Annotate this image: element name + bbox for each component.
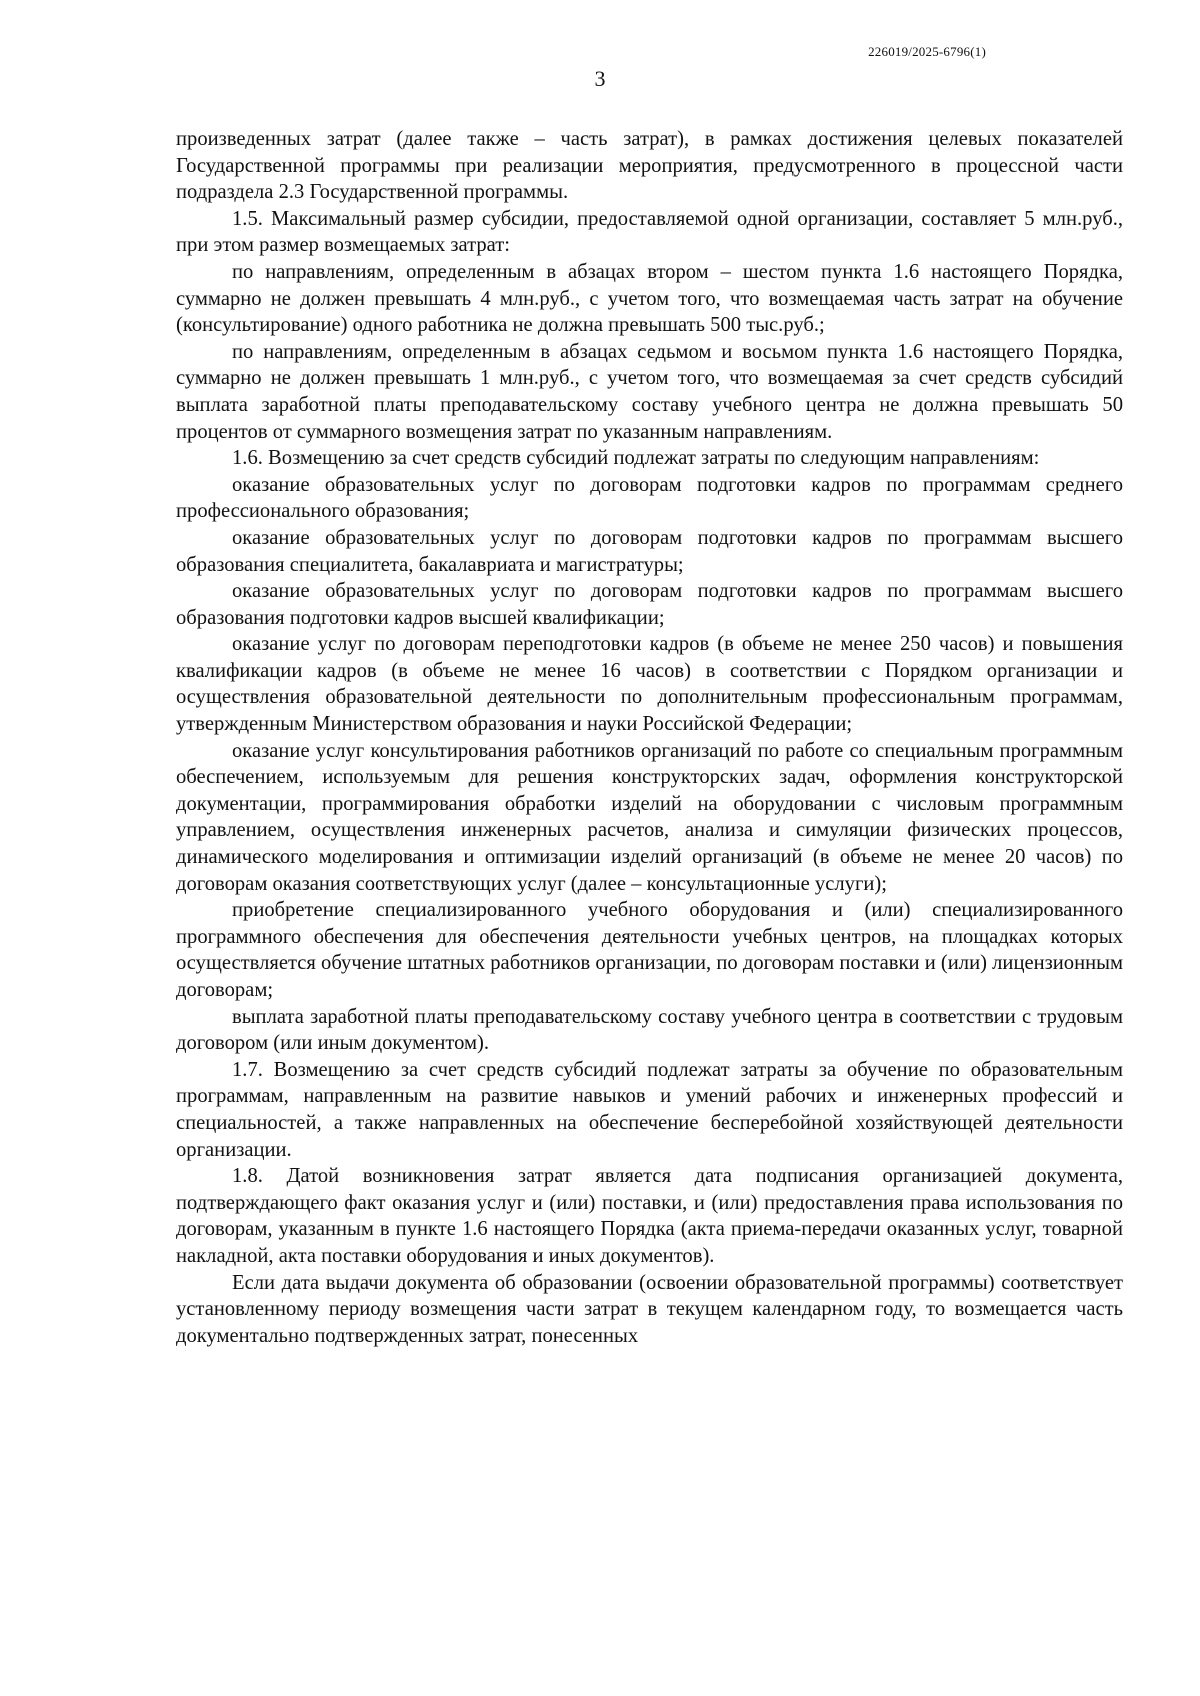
paragraph-1-6-item-7: выплата заработной платы преподавательскому составу учебного центра в соответствии с трудовым договором (или иным документом). xyxy=(176,1005,1123,1055)
paragraph-1-6-item-1: оказание образовательных услуг по договорам подготовки кадров по программам среднего профессионального образования; xyxy=(176,473,1123,523)
page-number: 3 xyxy=(594,66,606,91)
paragraph-1-5-item-1: по направлениям, определенным в абзацах втором – шестом пункта 1.6 настоящего Порядка, суммарно не должен превышать 4 млн.руб., с учетом того, что возмещаемая часть затрат на обучение (консультирование) одного работника не должна превышать 500 тыс.руб.; xyxy=(176,260,1123,337)
paragraph-1-8-continuation: Если дата выдачи документа об образовании (освоении образовательной программы) соответствует установленному периоду возмещения части затрат в текущем календарном году, то возмещается часть документально подтвержденных затрат, понесенных xyxy=(176,1271,1123,1347)
document-body xyxy=(176,126,1123,1349)
paragraph-1-8: 1.8. Датой возникновения затрат является дата подписания организацией документа, подтверждающего факт оказания услуг и (или) поставки, и (или) предоставления права использования по договорам, указанным в пункте 1.6 настоящего Порядка (акта приема-передачи оказанных услуг, товарной накладной, акта поставки оборудования и иных документов). xyxy=(176,1165,1123,1267)
document-registration-number: 226019/2025-6796(1) xyxy=(868,44,986,59)
paragraph-continuation: произведенных затрат (далее также – часть затрат), в рамках достижения целевых показателей Государственной программы при реализации мероприятия, предусмотренного в процессной части подраздела 2.3 Государственной программы. xyxy=(176,128,1123,204)
paragraph-1-6-item-6: приобретение специализированного учебного оборудования и (или) специализированного программного обеспечения для обеспечения деятельности учебных центров, на площадках которых осуществляется обучение штатных работников организации, по договорам поставки и (или) лицензионным договорам; xyxy=(176,899,1123,1001)
paragraph-1-7: 1.7. Возмещению за счет средств субсидий подлежат затраты за обучение по образовательным программам, направленным на развитие навыков и умений рабочих и инженерных профессий и специальностей, а также направленных на обеспечение бесперебойной хозяйствующей деятельности организации. xyxy=(176,1058,1123,1161)
paragraph-1-6: 1.6. Возмещению за счет средств субсидий подлежат затраты по следующим направлениям: xyxy=(232,447,1040,470)
paragraph-1-6-item-3: оказание образовательных услуг по договорам подготовки кадров по программам высшего образования подготовки кадров высшей квалификации; xyxy=(176,580,1123,629)
paragraph-1-6-item-2: оказание образовательных услуг по договорам подготовки кадров по программам высшего образования специалитета, бакалавриата и магистратуры; xyxy=(176,526,1123,576)
paragraph-1-5-item-2: по направлениям, определенным в абзацах седьмом и восьмом пункта 1.6 настоящего Порядка, суммарно не должен превышать 1 млн.руб., с учетом того, что возмещаемая за счет средств субсидий выплата заработной платы преподавательскому составу учебного центра не должна превышать 50 процентов от суммарного возмещения затрат по указанным направлениям. xyxy=(176,340,1123,443)
paragraph-1-6-item-4: оказание услуг по договорам переподготовки кадров (в объеме не менее 250 часов) и повышения квалификации кадров (в объеме не менее 16 часов) в соответствии с Порядком организации и осуществления образовательной деятельности по дополнительным профессиональным программам, утвержденным Министерством образования и науки Российской Федерации; xyxy=(176,633,1123,736)
paragraph-1-5: 1.5. Максимальный размер субсидии, предоставляемой одной организации, составляет 5 млн.руб., при этом размер возмещаемых затрат: xyxy=(176,207,1123,257)
paragraph-1-6-item-5: оказание услуг консультирования работников организаций по работе со специальным программным обеспечением, используемым для решения конструкторских задач, оформления конструкторской документации, программирования обработки изделий на оборудовании с числовым программным управлением, осуществления инженерных расчетов, анализа и симуляции физических процессов, динамического моделирования и оптимизации изделий организаций (в объеме не менее 20 часов) по договорам оказания соответствующих услуг (далее – консультационные услуги); xyxy=(176,739,1123,895)
